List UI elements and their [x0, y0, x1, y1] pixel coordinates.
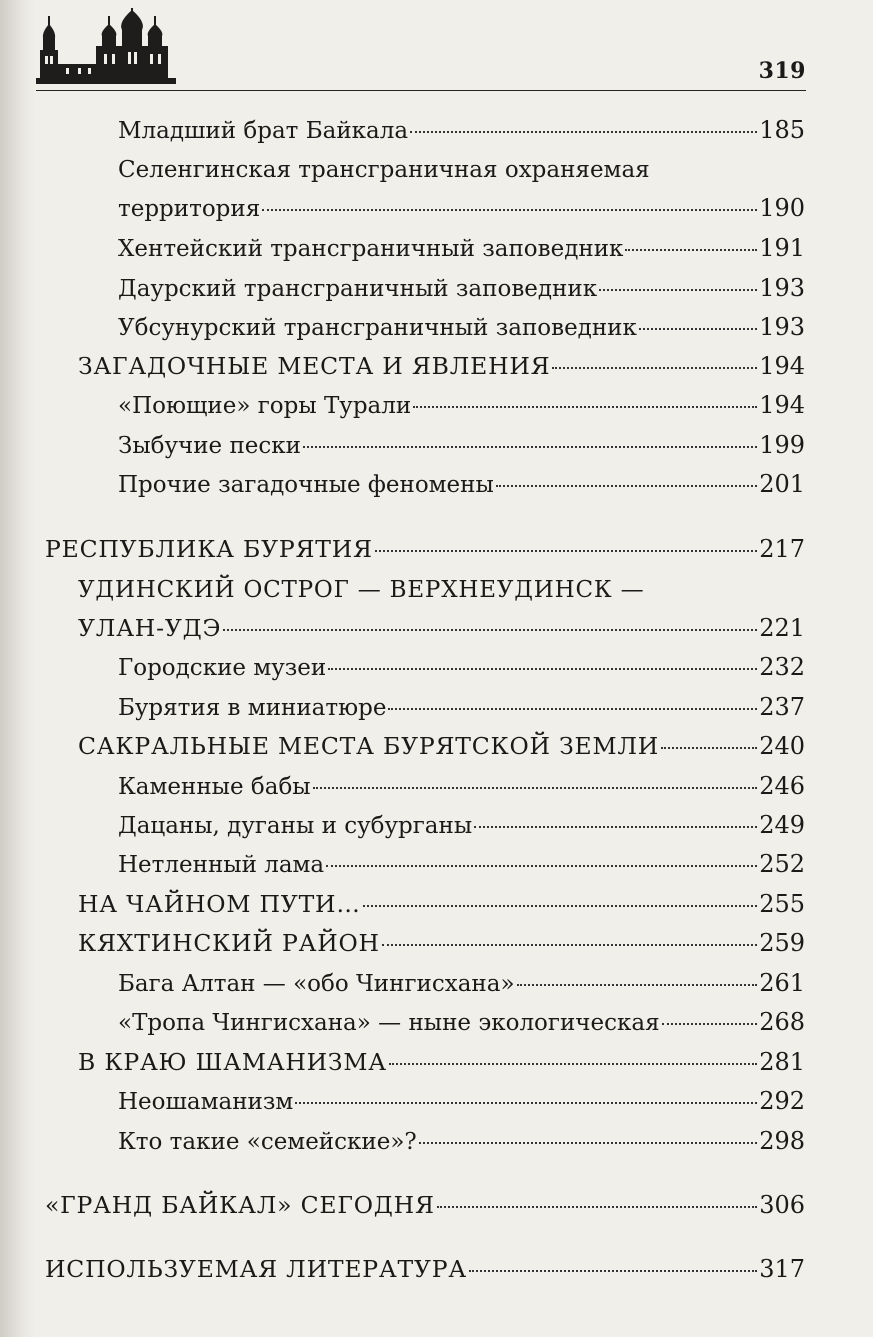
- toc-entry-title: Убсунурский трансграничный заповедник: [118, 315, 637, 341]
- leader-dots: [419, 1142, 757, 1144]
- leader-dots: [474, 826, 757, 828]
- toc-entry-page: 237: [759, 693, 805, 721]
- leader-dots: [328, 668, 757, 670]
- toc-entry-title: «Поющие» горы Турали: [118, 393, 412, 419]
- leader-dots: [363, 905, 758, 907]
- toc-entry-page: 194: [759, 391, 805, 419]
- toc-entry-title: Зыбучие пески: [118, 433, 302, 459]
- toc-entry-page: 306: [759, 1191, 805, 1219]
- leader-dots: [389, 1063, 757, 1065]
- toc-entry-page: 268: [759, 1008, 805, 1036]
- leader-dots: [410, 131, 757, 133]
- toc-entry-title: Младший брат Байкала: [118, 118, 409, 144]
- leader-dots: [625, 249, 757, 251]
- leader-dots: [295, 1102, 757, 1104]
- page-number: 319: [758, 58, 806, 84]
- leader-dots: [437, 1206, 757, 1208]
- toc-entry-title: Городские музеи: [118, 655, 327, 681]
- toc-entry[interactable]: [118, 806, 805, 844]
- leader-dots: [382, 944, 757, 946]
- toc-entry[interactable]: [118, 111, 805, 149]
- toc-entry-page: 281: [759, 1048, 805, 1076]
- leader-dots: [496, 485, 757, 487]
- toc-entry-page: 252: [759, 850, 805, 878]
- toc-section[interactable]: [78, 571, 805, 647]
- toc-section[interactable]: [78, 885, 805, 923]
- toc-entry-page: 194: [759, 352, 805, 380]
- toc-entry-page: 193: [759, 313, 805, 341]
- toc-section-title: ЗАГАДОЧНЫЕ МЕСТА И ЯВЛЕНИЯ: [78, 352, 551, 380]
- toc-entry-title: Кто такие «семейские»?: [118, 1129, 417, 1155]
- toc-entry-page: 185: [759, 116, 805, 144]
- toc-entry[interactable]: [118, 648, 805, 686]
- toc-entry-title: Бага Алтан — «обо Чингисхана»: [118, 971, 515, 997]
- leader-dots: [639, 328, 757, 330]
- toc-entry[interactable]: [118, 688, 805, 726]
- toc-entry-title: Хентейский трансграничный заповедник: [118, 236, 624, 262]
- toc-chapter-title: ИСПОЛЬЗУЕМАЯ ЛИТЕРАТУРА: [45, 1255, 467, 1283]
- toc-entry-page: 261: [759, 969, 805, 997]
- toc-entry-line2: [118, 189, 805, 227]
- toc-section-title-line1: УДИНСКИЙ ОСТРОГ — ВЕРХНЕУДИНСК —: [78, 577, 645, 603]
- toc-entry[interactable]: [118, 1003, 805, 1041]
- toc-entry-title: Бурятия в миниатюре: [118, 695, 387, 721]
- toc-entry[interactable]: [118, 964, 805, 1002]
- leader-dots: [662, 1023, 758, 1025]
- toc-entry-page: 240: [759, 732, 805, 760]
- toc-entry-page: 217: [759, 535, 805, 563]
- toc-entry-page: 298: [759, 1127, 805, 1155]
- toc-entry-title: Прочие загадочные феномены: [118, 472, 494, 498]
- leader-dots: [469, 1270, 757, 1272]
- leader-dots: [413, 406, 757, 408]
- toc-section[interactable]: [78, 1043, 805, 1081]
- toc-entry-page: 190: [759, 194, 805, 222]
- leader-dots: [599, 289, 757, 291]
- leader-dots: [326, 865, 757, 867]
- toc-entry[interactable]: [118, 386, 805, 424]
- toc-chapter-title: РЕСПУБЛИКА БУРЯТИЯ: [45, 535, 373, 563]
- toc-section[interactable]: [78, 924, 805, 962]
- toc-entry-title: Даурский трансграничный заповедник: [118, 276, 598, 302]
- toc-entry-page: 249: [759, 811, 805, 839]
- leader-dots: [262, 209, 757, 211]
- toc-entry[interactable]: [118, 845, 805, 883]
- toc-section-title: САКРАЛЬНЫЕ МЕСТА БУРЯТСКОЙ ЗЕМЛИ: [78, 732, 660, 760]
- toc-section[interactable]: [78, 347, 805, 385]
- toc-entry[interactable]: [118, 767, 805, 805]
- toc-entry-title: Нетленный лама: [118, 852, 325, 878]
- toc-section[interactable]: [78, 727, 805, 765]
- toc-chapter[interactable]: [45, 1186, 805, 1224]
- toc-entry[interactable]: [118, 1082, 805, 1120]
- leader-dots: [313, 787, 758, 789]
- leader-dots: [552, 367, 757, 369]
- toc-chapter-title: «ГРАНД БАЙКАЛ» СЕГОДНЯ: [45, 1191, 435, 1219]
- toc-entry-title: Неошаманизм: [118, 1089, 294, 1115]
- toc-entry-page: 221: [759, 614, 805, 642]
- leader-dots: [303, 446, 757, 448]
- toc-section-title-line2: УЛАН-УДЭ: [78, 614, 222, 642]
- toc-entry-title: Дацаны, дуганы и субурганы: [118, 813, 473, 839]
- toc-entry[interactable]: [118, 465, 805, 503]
- toc-entry-title-line2: территория: [118, 196, 261, 222]
- leader-dots: [661, 747, 757, 749]
- leader-dots: [375, 550, 757, 552]
- leader-dots: [517, 984, 758, 986]
- toc-section-title: КЯХТИНСКИЙ РАЙОН: [78, 929, 380, 957]
- leader-dots: [388, 708, 757, 710]
- toc-entry-title: Каменные бабы: [118, 774, 311, 800]
- toc-entry-title: «Тропа Чингисхана» — ныне экологическая: [118, 1010, 660, 1036]
- toc-entry-page: 193: [759, 274, 805, 302]
- toc-entry[interactable]: [118, 229, 805, 267]
- toc-entry-page: 255: [759, 890, 805, 918]
- toc-chapter[interactable]: [45, 1250, 805, 1288]
- toc-section-line2: [78, 609, 805, 647]
- toc-entry[interactable]: [118, 1122, 805, 1160]
- toc-entry[interactable]: [118, 151, 805, 227]
- toc-section-title: НА ЧАЙНОМ ПУТИ…: [78, 890, 361, 918]
- toc-entry-title-line1: Селенгинская трансграничная охраняемая: [118, 157, 650, 183]
- toc-entry[interactable]: [118, 308, 805, 346]
- toc-entry-page: 317: [759, 1255, 805, 1283]
- toc-entry-page: 232: [759, 653, 805, 681]
- toc-entry-page: 199: [759, 431, 805, 459]
- toc-entry[interactable]: [118, 269, 805, 307]
- toc-entry-page: 259: [759, 929, 805, 957]
- toc-entry-page: 201: [759, 470, 805, 498]
- toc-entry-page: 292: [759, 1087, 805, 1115]
- toc-entry[interactable]: [118, 426, 805, 464]
- toc-section-title: В КРАЮ ШАМАНИЗМА: [78, 1048, 387, 1076]
- toc-entry-page: 191: [759, 234, 805, 262]
- leader-dots: [223, 629, 757, 631]
- toc-chapter[interactable]: [45, 530, 805, 568]
- toc-entry-page: 246: [759, 772, 805, 800]
